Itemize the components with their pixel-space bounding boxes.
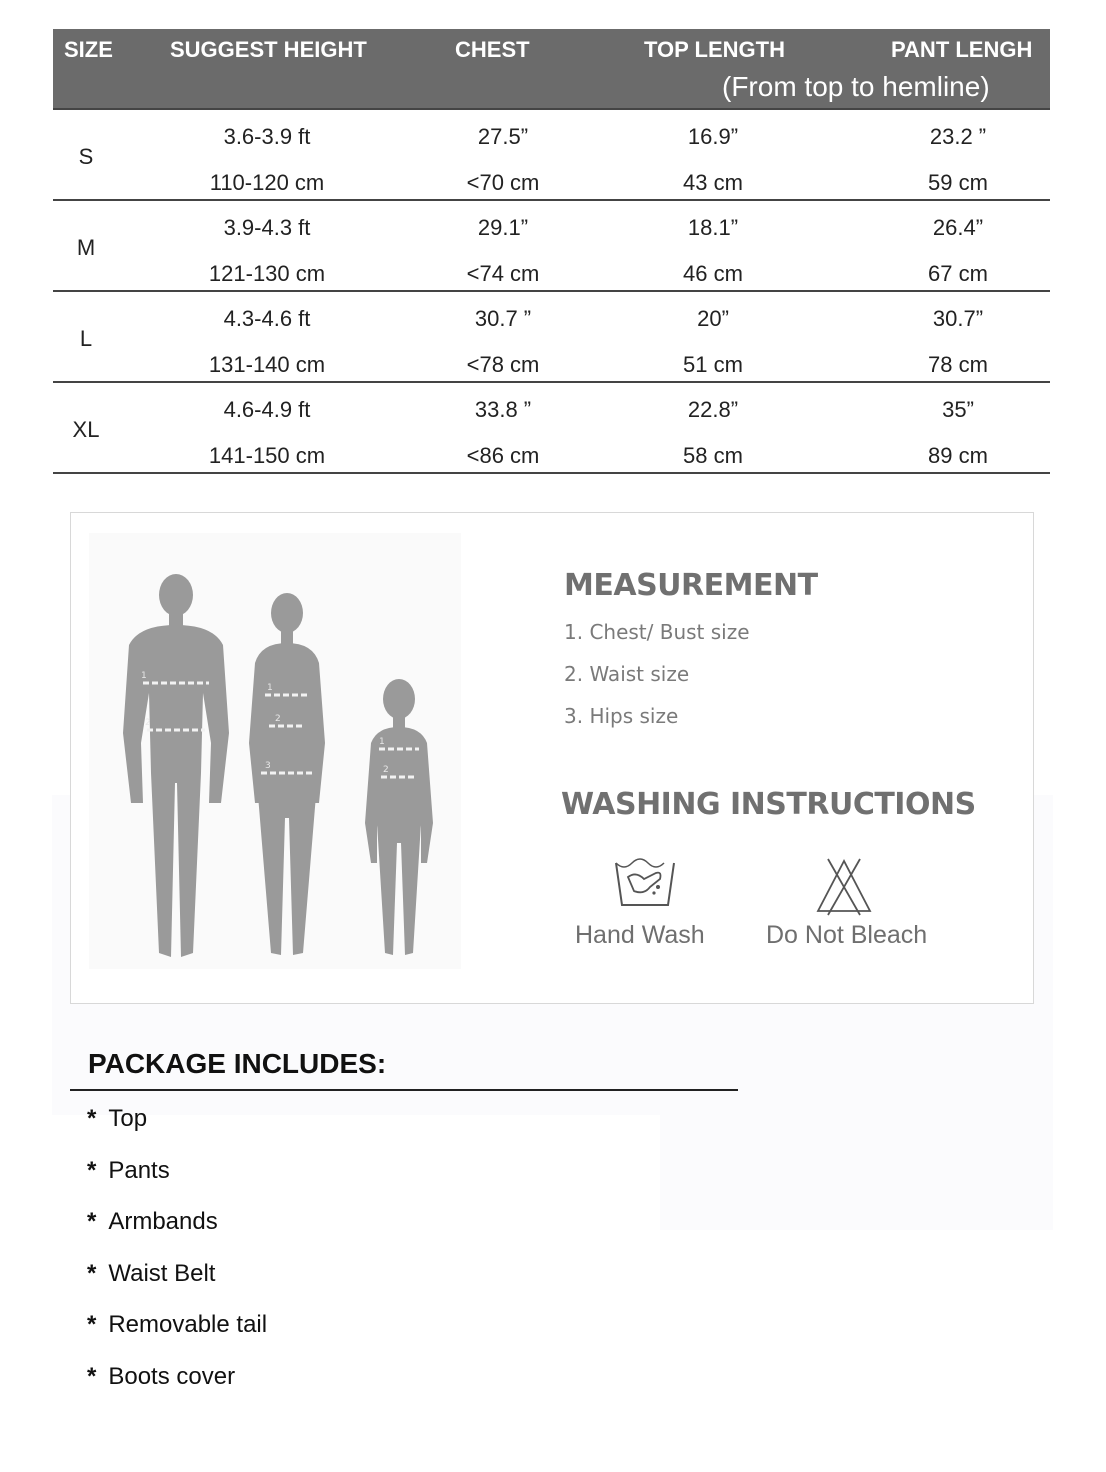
chest-cm-cell: <74 cm: [466, 261, 540, 286]
list-item: [87, 1260, 215, 1288]
top-in-cell: 20”: [697, 306, 729, 331]
chest-cm-cell: <70 cm: [466, 170, 540, 195]
pant-cm-cell: 89 cm: [928, 443, 988, 468]
measurement-item: 3. Hips size: [564, 704, 679, 728]
chest-in-cell: 30.7 ”: [474, 306, 532, 331]
measurement-panel: [70, 512, 1034, 1004]
bullet: *: [87, 1260, 97, 1287]
do-not-bleach-label: Do Not Bleach: [766, 921, 928, 949]
bullet: *: [87, 1157, 97, 1184]
figure-label: 2: [145, 718, 151, 728]
chest-in-cell: 29.1”: [477, 215, 529, 240]
height-ft-cell: 4.6-4.9 ft: [223, 397, 311, 422]
figure-label: 2: [383, 765, 389, 775]
size-cell: S: [78, 144, 94, 169]
list-item: [87, 1105, 147, 1133]
background-panel: [660, 1110, 1053, 1230]
figure-label: 2: [275, 714, 281, 724]
top-in-cell: 22.8”: [687, 397, 739, 422]
top-cm-cell: 58 cm: [683, 443, 743, 468]
divider: [70, 1089, 738, 1091]
package-includes-title: PACKAGE INCLUDES:: [88, 1048, 387, 1079]
top-in-cell: 18.1”: [687, 215, 739, 240]
size-cell: M: [76, 235, 96, 260]
header-top-length: TOP LENGTH: [644, 37, 785, 62]
list-item-label: Removable tail: [108, 1311, 268, 1338]
height-ft-cell: 3.6-3.9 ft: [223, 124, 311, 149]
bullet: *: [87, 1363, 97, 1390]
list-item: [87, 1157, 170, 1185]
pant-in-cell: 35”: [942, 397, 974, 422]
height-ft-cell: 4.3-4.6 ft: [223, 306, 311, 331]
height-cm-cell: 131-140 cm: [208, 352, 326, 377]
list-item: [87, 1208, 218, 1236]
pant-in-cell: 23.2 ”: [929, 124, 987, 149]
size-cell: L: [79, 326, 93, 351]
height-ft-cell: 3.9-4.3 ft: [223, 215, 311, 240]
table-row: [53, 110, 1050, 201]
top-in-cell: 16.9”: [687, 124, 739, 149]
chest-in-cell: 27.5”: [477, 124, 529, 149]
header-height: SUGGEST HEIGHT: [170, 37, 367, 62]
hand-wash-icon: [614, 857, 676, 909]
pant-in-cell: 26.4”: [932, 215, 984, 240]
figure-label: 3: [265, 761, 271, 771]
figure-label: 1: [379, 737, 385, 747]
size-chart-table: [53, 29, 1050, 474]
bullet: *: [87, 1311, 97, 1338]
list-item-label: Pants: [108, 1157, 170, 1184]
header-note: (From top to hemline): [722, 71, 990, 102]
measurement-title: MEASUREMENT: [564, 568, 818, 603]
height-cm-cell: 141-150 cm: [208, 443, 326, 468]
bullet: *: [87, 1105, 97, 1132]
table-header: [53, 29, 1050, 110]
measurement-item: 2. Waist size: [564, 662, 690, 686]
bullet: *: [87, 1208, 97, 1235]
washing-instructions-title: WASHING INSTRUCTIONS: [561, 787, 976, 822]
body-measurement-figures-illustration: [89, 533, 461, 969]
list-item: [87, 1363, 235, 1391]
do-not-bleach-icon: [814, 857, 874, 917]
pant-cm-cell: 78 cm: [928, 352, 988, 377]
table-row: [53, 201, 1050, 292]
height-cm-cell: 110-120 cm: [209, 170, 325, 195]
list-item-label: Waist Belt: [108, 1260, 216, 1287]
chest-in-cell: 33.8 ”: [474, 397, 532, 422]
chest-cm-cell: <78 cm: [466, 352, 540, 377]
hand-wash-label: Hand Wash: [575, 921, 705, 949]
list-item-label: Armbands: [108, 1208, 218, 1235]
pant-cm-cell: 67 cm: [928, 261, 988, 286]
measurement-item: 1. Chest/ Bust size: [564, 620, 750, 644]
header-pant-length: PANT LENGH: [891, 37, 1033, 62]
figure-label: 1: [141, 671, 147, 681]
pant-in-cell: 30.7”: [932, 306, 984, 331]
table-row: [53, 292, 1050, 383]
size-cell: XL: [72, 417, 100, 442]
header-size: SIZE: [64, 37, 113, 62]
top-cm-cell: 46 cm: [683, 261, 743, 286]
figure-label: 1: [267, 683, 273, 693]
pant-cm-cell: 59 cm: [928, 170, 988, 195]
list-item-label: Boots cover: [108, 1363, 236, 1390]
table-row: [53, 383, 1050, 474]
header-chest: CHEST: [455, 37, 530, 62]
list-item: [87, 1311, 267, 1339]
height-cm-cell: 121-130 cm: [208, 261, 326, 286]
top-cm-cell: 43 cm: [683, 170, 743, 195]
top-cm-cell: 51 cm: [683, 352, 743, 377]
chest-cm-cell: <86 cm: [466, 443, 540, 468]
list-item-label: Top: [108, 1105, 148, 1132]
